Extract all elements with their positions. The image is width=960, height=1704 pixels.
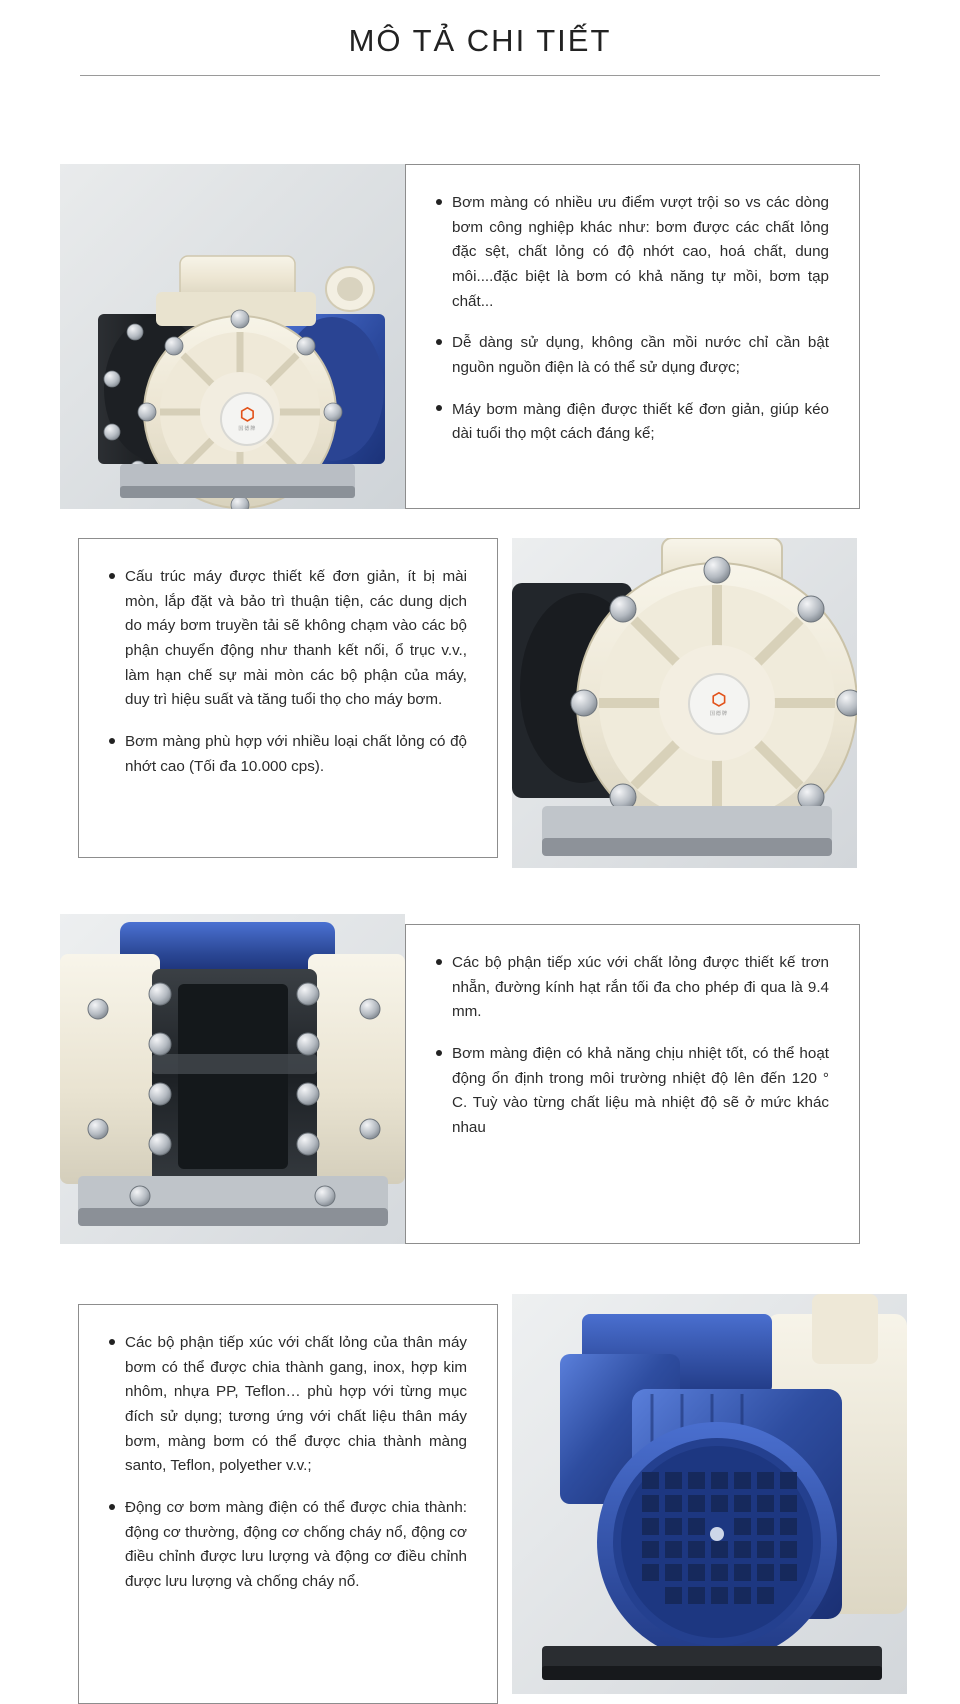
paragraph [109,1496,467,1595]
brand-badge [220,392,274,446]
bullet-icon [109,1504,115,1510]
section-1-textbox [405,164,860,509]
bullet-icon [436,959,442,965]
paragraph [436,191,829,314]
bullet-icon [436,1050,442,1056]
brand-mark-icon: ⬡ [711,690,727,710]
paragraph-text: Bơm màng điện có khả năng chịu nhiệt tốt, có thể hoạt động ổn định trong môi trường nhiệt độ lên đến 120 ° C. Tuỳ vào từng chất liệu mà nhiệt độ sẽ ở mức khác nhau [452,1045,829,1136]
paragraph-text: Cấu trúc máy được thiết kế đơn giản, ít bị mài mòn, lắp đặt và bảo trì thuận tiện, các dung dịch do máy bơm truyền tải sẽ không chạm vào các bộ phận chuyển động như thanh kết nối, ổ trục v.v., làm hạn chế sự mài mòn các bộ phận của máy, duy trì hiệu suất và tăng tuổi thọ cho máy bơm. [125,568,467,709]
paragraph-text: Bơm màng phù hợp với nhiều loại chất lỏng có độ nhớt cao (Tối đa 10.000 cps). [125,732,467,775]
page-title-block [0,0,960,76]
pump-front-view-illustration [60,164,405,509]
pump-side-cover-photo [512,538,857,868]
pump-body-closeup-illustration [60,914,405,1244]
brand-subtitle: 国德牌 [238,425,257,432]
paragraph [109,730,467,779]
paragraph [436,951,829,1025]
pump-motor-illustration [512,1294,907,1694]
section-4-textbox [78,1304,498,1704]
paragraph [109,565,467,713]
brand-mark-icon: ⬡ [240,404,255,424]
brand-subtitle: 国德牌 [709,711,728,718]
brand-badge [688,673,750,735]
bullet-icon [436,405,442,411]
paragraph [436,1042,829,1141]
paragraph-text: Động cơ bơm màng điện có thể được chia thành: động cơ thường, động cơ chống cháy nổ, động cơ điều chỉnh được lưu lượng và động cơ điều chỉnh được lưu lượng và chống cháy nổ. [125,1498,467,1590]
title-divider [80,75,880,76]
paragraph-text: Các bộ phận tiếp xúc với chất lỏng của thân máy bơm có thể được chia thành gang, inox, hợp kim nhôm, nhựa PP, Teflon… phù hợp với từng mục đích sử dụng; tương ứng với chất liệu thân máy bơm, màng bơm có thể được chia thành màng santo, Teflon, polyether v.v.; [125,1334,467,1475]
paragraph-text: Bơm màng có nhiều ưu điểm vượt trội so vs các dòng bơm công nghiệp khác như: bơm được các chất lỏng đặc sệt, chất lỏng có độ nhớt cao, hoá chất, dung môi....đặc biệt là bơm có khả năng tự mồi, bơm tạp chất... [452,194,829,310]
page-title: MÔ TẢ CHI TIẾT [348,23,612,58]
bullet-icon [436,199,442,205]
pump-body-closeup-photo [60,914,405,1244]
bullet-icon [109,738,115,744]
pump-side-cover-illustration [512,538,857,868]
paragraph [436,331,829,380]
paragraph-text: Máy bơm màng điện được thiết kế đơn giản, giúp kéo dài tuổi thọ một cách đáng kể; [452,400,829,443]
section-2-textbox [78,538,498,858]
bullet-icon [109,573,115,579]
section-3-textbox [405,924,860,1244]
pump-front-view-photo [60,164,405,509]
paragraph [436,398,829,447]
bullet-icon [436,339,442,345]
paragraph [109,1331,467,1479]
paragraph-text: Dễ dàng sử dụng, không cần mồi nước chỉ cần bật nguồn nguồn điện là có thể sử dụng được; [452,334,829,376]
pump-motor-photo [512,1294,907,1694]
bullet-icon [109,1339,115,1345]
paragraph-text: Các bộ phận tiếp xúc với chất lỏng được thiết kế trơn nhẵn, đường kính hạt rắn tối đa cho phép đi qua là 9.4 mm. [452,954,829,1021]
